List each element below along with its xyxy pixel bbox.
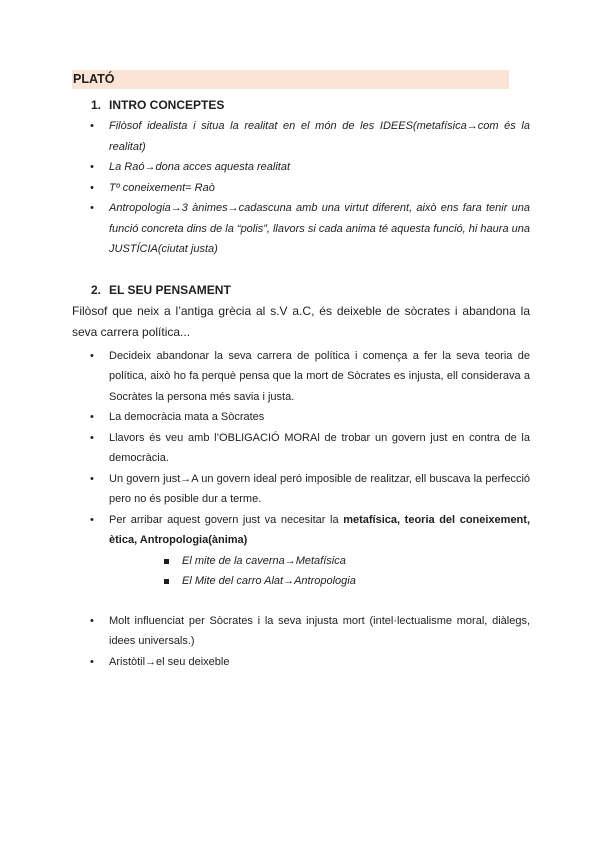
section-1-number: 1.	[91, 98, 102, 112]
list-item: • Tº coneixement= Raò	[72, 178, 530, 199]
section-2-heading	[91, 282, 530, 298]
list-item: • Molt influenciat per Sòcrates i la seva injusta mort (intel·lectualisme moral, diàlegs, idees universals.)	[72, 611, 530, 652]
govern-bold: metafísica, teoria del coneixement, ètica, Antropologia(ànima)	[109, 513, 530, 546]
section-2-number: 2.	[91, 282, 102, 297]
list-item: • Llavors és veu amb l’OBLIGACIÓ MORAl de trobar un govern just en contra de la democràcia.	[72, 428, 530, 469]
section-2-title: EL SEU PENSAMENT	[109, 282, 231, 297]
page-title: PLATÓ	[72, 70, 509, 89]
list-item-govern	[72, 510, 530, 551]
list-item: • Aristòtil→el seu deixeble	[72, 652, 530, 673]
section-1-list	[72, 116, 530, 260]
list-item: • Filòsof idealista i situa la realitat en el món de les IDEES(metafísica→com és la realitat)	[72, 116, 530, 157]
section-1-heading	[91, 97, 530, 113]
govern-prefix: Per arribar aquest govern just va necesitar la	[109, 513, 344, 526]
list-item: • Antropologia→3 ànimes→cadascuna amb una virtut diferent, això ens fara tenir una funció concreta dins de la “polis”, llavors si cada anima té aquesta funció, hi haura una JUSTÍCIA(ciutat justa)	[72, 198, 530, 260]
section-2-more-list	[72, 611, 530, 673]
document-page	[72, 70, 530, 672]
section-1-title: INTRO CONCEPTES	[109, 98, 225, 112]
list-item: • Un govern just→A un govern ideal peró imposible de realitzar, ell buscava la perfecció pero no és posible dur a terme.	[72, 469, 530, 510]
list-item: • La Raó→dona acces aquesta realitat	[72, 157, 530, 178]
list-item: • Decideix abandonar la seva carrera de política i comença a fer la seva teoria de política, això ho fa perquè pensa que la mort de Sòcrates es injusta, ell considerava a Socràtes la persona més savia i justa.	[72, 346, 530, 408]
section-2-list	[72, 346, 530, 551]
sub-list	[72, 551, 530, 592]
sub-list-item: El Mite del carro Alat→Antropologia	[72, 571, 530, 592]
section-2-intro: Filòsof que neix a l’antiga grècia al s.V a.C, és deixeble de sòcrates i abandona la seva carrera política...	[72, 303, 530, 339]
sub-list-item: El mite de la caverna→Metafísica	[72, 551, 530, 572]
list-item: • La democràcia mata a Sòcrates	[72, 407, 530, 428]
